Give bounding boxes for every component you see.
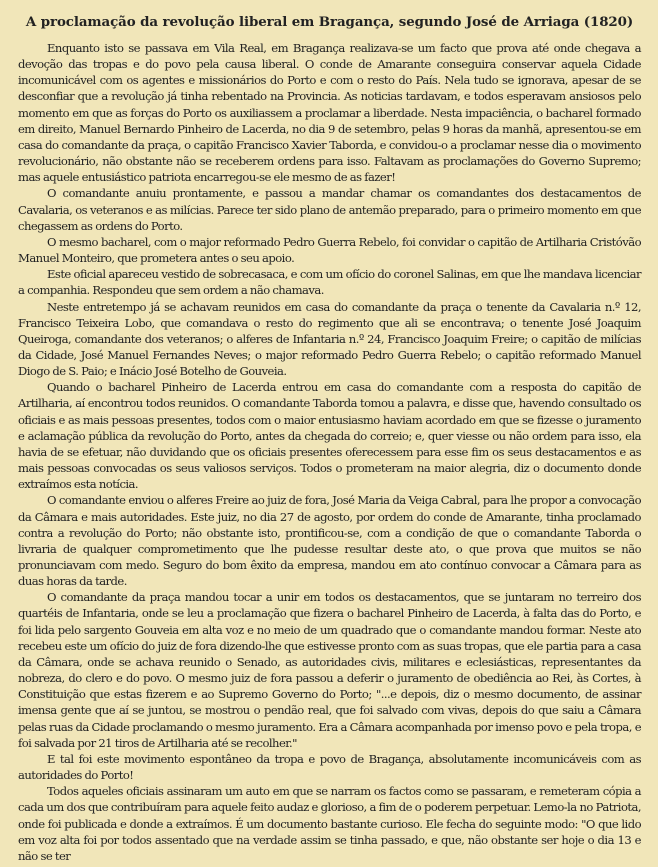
- paragraph: Quando o bacharel Pinheiro de Lacerda entrou em casa do comandante com a resposta do capitão de Artilharia, aí encontrou todos reunidos. O comandante Taborda tomou a palavra, e disse que, havendo consultado os oficiais e as mais pessoas presentes, todos com o maior entusiasmo haviam acordado em que se fizesse o juramento e aclamação pública da revolução do Porto, antes da chegada do correio; e, quer viesse ou não ordem para isso, ela havia de se efetuar, não duvidando que os oficiais presentes oferecessem para esse fim os seus destacamentos e as mais pessoas convocadas os seus valiosos serviços. Todos o prometeram na maior alegria, diz o documento donde extraímos esta notícia.: [18, 380, 641, 492]
- paragraph: Enquanto isto se passava em Vila Real, em Bragança realizava-se um facto que prova até onde chegava a devoção das tropas e do povo pela causa liberal. O conde de Amarante conseguira conservar aquela Cidade incomunicável com os agentes e missionários do Porto e com o resto do País. Nela tudo se ignorava, apesar de se desconfiar que a revolução já tinha rebentado na Provincia. As noticias tardavam, e todos esperavam ansiosos pelo momento em que as forças do Porto os auxiliassem a proclamar a liberdade. Nesta impaciência, o bacharel formado em direito, Manuel Bernardo Pinheiro de Lacerda, no dia 9 de setembro, pelas 9 horas da manhã, apresentou-se em casa do comandante da praça, o capitão Francisco Xavier Taborda, e convidou-o a proclamar nesse dia o movimento revolucionário, não obstante não se receberem ordens para isso. Faltavam as proclamações do Governo Supremo; mas aquele entusiástico patriota encarregou-se ele mesmo de as fazer!: [18, 41, 641, 185]
- paragraph: O comandante da praça mandou tocar a unir em todos os destacamentos, que se juntaram no terreiro dos quartéis de Infantaria, onde se leu a proclamação que fizera o bacharel Pinheiro de Lacerda, à falta das do Porto, e foi lida pelo sargento Gouveia em alta voz e no meio de um quadrado que o comandante mandou formar. Neste ato recebeu este um ofício do juiz de fora dizendo-lhe que estivesse pronto com as suas tropas, que ele partia para a casa da Câmara, onde se achava reunido o Senado, as autoridades civis, militares e eclesiásticas, representantes da nobreza, do clero e do povo. O mesmo juiz de fora passou a deferir o juramento de obediência ao Rei, às Cortes, à Constituição que estas fizerem e ao Supremo Governo do Porto; "...e depois, diz o mesmo documento, de assinar imensa gente que aí se juntou, se mostrou o pendão real, que foi salvado com vivas, depois do que saiu a Câmara pelas ruas da Cidade proclamando o mesmo juramento. Era a Câmara acompanhada por imenso povo e pela tropa, e foi salvada por 21 tiros de Artilharia até se recolher.": [18, 590, 641, 750]
- paragraph: Neste entretempo já se achavam reunidos em casa do comandante da praça o tenente da Cavalaria n.º 12, Francisco Teixeira Lobo, que comandava o resto do regimento que ali se encontrava; o tenente José Joaquim Queiroga, comandante dos veteranos; o alferes de Infantaria n.º 24, Francisco Joaquim Freire; o capitão de milícias da Cidade, José Manuel Fernandes Neves; o major reformado Pedro Guerra Rebelo; o capitão reformado Manuel Diogo de S. Paio; e Inácio José Botelho de Gouveia.: [18, 299, 641, 379]
- paragraph: O comandante enviou o alferes Freire ao juiz de fora, José Maria da Veiga Cabral, para lhe propor a convocação da Câmara e mais autoridades. Este juiz, no dia 27 de agosto, por ordem do conde de Amarante, tinha proclamado contra a revolução do Porto; não obstante isto, prontificou-se, com a condição de que o comandante Taborda o livraria de qualquer comprometimento que lhe pudesse resultar deste ato, o que prova que muitos se não pronunciavam com medo. Seguro do bom êxito da empresa, mandou em ato contínuo convocar a Câmara para as duas horas da tarde.: [18, 493, 641, 589]
- paragraph: Todos aqueles oficiais assinaram um auto em que se narram os factos como se passaram, e remeteram cópia a cada um dos que contribuíram para aquele feito audaz e glorioso, a fim de o poderem perpetuar. Lemo-la no Patriota, onde foi publicada e donde a extraímos. É um documento bastante curioso. Ele fecha do seguinte modo: "O que lido em voz alta foi por todos assentado que na verdade assim se tinha passado, e que, não obstante ser hoje o dia 13 e não se ter: [18, 784, 641, 863]
- document-body: [18, 40, 641, 864]
- paragraph: O mesmo bacharel, com o major reformado Pedro Guerra Rebelo, foi convidar o capitão de Artilharia Cristóvão Manuel Monteiro, que prometera antes o seu apoio.: [18, 234, 641, 266]
- paragraph: O comandante anuiu prontamente, e passou a mandar chamar os comandantes dos destacamentos de Cavalaria, os veteranos e as milícias. Parece ter sido plano de antemão preparado, para o primeiro momento em que chegassem as ordens do Porto.: [18, 186, 641, 233]
- document-title: A proclamação da revolução liberal em Bragança, segundo José de Arriaga (1820): [25, 14, 634, 30]
- paragraph: Este oficial apareceu vestido de sobrecasaca, e com um ofício do coronel Salinas, em que lhe mandava licenciar a companhia. Respondeu que sem ordem a não chamava.: [18, 267, 641, 298]
- paragraph: E tal foi este movimento espontâneo da tropa e povo de Bragança, absolutamente incomunicáveis com as autoridades do Porto!: [18, 751, 641, 783]
